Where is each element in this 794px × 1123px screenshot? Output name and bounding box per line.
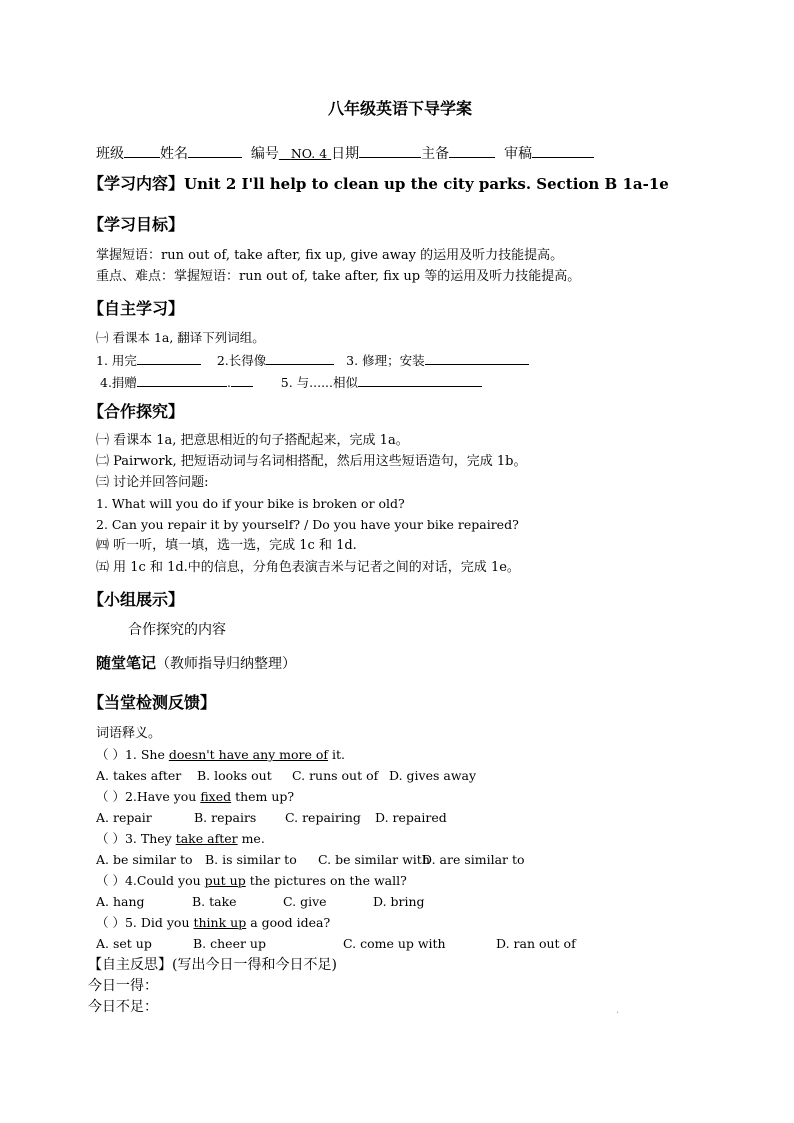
cooperation-heading: 【合作探究】: [88, 402, 185, 421]
cooperation-step-4: ㈣ 听一听，填一填，选一选，完成 1c 和 1d.: [96, 538, 357, 553]
test-question-1: [96, 748, 345, 762]
content-section: [88, 175, 669, 193]
item-5-blank[interactable]: [358, 374, 482, 387]
q4-option-b: B. take: [192, 894, 237, 909]
corner-mark: .: [616, 1005, 620, 1016]
q3-option-d: D. are similar to: [422, 852, 525, 867]
notes-text: （教师指导归纳整理）: [156, 656, 297, 672]
q3-option-b: B. is similar to: [205, 852, 297, 867]
item-4-blank-tail: [231, 374, 253, 387]
class-blank[interactable]: [124, 145, 160, 158]
cooperation-step-1: ㈠ 看课本 1a, 把意思相近的句子搭配起来，完成 1a。: [96, 433, 409, 448]
q5-option-d: D. ran out of: [496, 936, 576, 951]
goals-line-1: 掌握短语：run out of, take after, fix up, give away 的运用及听力技能提高。: [96, 248, 564, 263]
q5-phrase: think up: [193, 915, 247, 930]
q1-option-d: D. gives away: [389, 768, 477, 783]
q4-number: （ ）4.Could you: [96, 873, 205, 888]
self-study-intro: ㈠ 看课本 1a, 翻译下列词组。: [96, 330, 265, 345]
item-4-dot: .: [226, 375, 231, 390]
q4-option-c: C. give: [283, 894, 327, 909]
page-title: 八年级英语下导学案: [327, 99, 472, 118]
q4-option-d: D. bring: [373, 894, 425, 909]
cooperation-step-5: ㈤ 用 1c 和 1d.中的信息，分角色表演吉米与记者之间的对话，完成 1e。: [96, 560, 520, 575]
q4-phrase: put up: [204, 873, 246, 888]
date-blank[interactable]: [359, 145, 421, 158]
goals-line-2: 重点、难点：掌握短语：run out of, take after, fix up 等的运用及听力技能提高。: [96, 269, 581, 284]
q4-option-a: A. hang: [96, 894, 145, 909]
date-label: 日期: [331, 146, 360, 162]
q3-number: （ ）3. They: [96, 831, 176, 846]
q1-phrase: doesn't have any more of: [168, 747, 329, 762]
q2-option-d: D. repaired: [375, 810, 447, 825]
test-question-3: [96, 832, 265, 846]
name-label: 姓名: [160, 146, 188, 162]
test-question-4: [96, 874, 407, 888]
review-label: 审稿: [504, 146, 533, 162]
q3-option-c: C. be similar with: [318, 852, 430, 867]
group-show-text: 合作探究的内容: [128, 622, 226, 638]
q1-option-a: A. takes after: [96, 768, 182, 783]
q1-rest: it.: [328, 747, 346, 762]
test-heading: 【当堂检测反馈】: [88, 693, 217, 712]
self-study-heading: 【自主学习】: [88, 299, 185, 318]
test-intro: 词语释义。: [96, 726, 162, 741]
notes-label: 随堂笔记: [96, 654, 157, 672]
number-label: 编号: [250, 146, 279, 162]
content-text: Unit 2 I'll help to clean up the city parks. Section B 1a-1e: [184, 175, 669, 193]
q2-option-a: A. repair: [96, 810, 152, 825]
item-4-blank[interactable]: [137, 374, 227, 387]
item-2-blank[interactable]: [266, 352, 334, 365]
number-value: NO. 4: [290, 146, 328, 161]
q1-option-b: B. looks out: [197, 768, 272, 783]
cooperation-step-2: ㈡ Pairwork, 把短语动词与名词相搭配，然后用这些短语造句，完成 1b。: [96, 454, 527, 469]
q3-option-a: A. be similar to: [96, 852, 193, 867]
lead-label: 主备: [421, 146, 450, 162]
q5-option-b: B. cheer up: [193, 936, 266, 951]
q2-phrase: fixed: [200, 789, 232, 804]
q3-rest: me.: [237, 831, 265, 846]
review-blank[interactable]: [532, 145, 594, 158]
q4-rest: the pictures on the wall?: [245, 873, 407, 888]
test-question-5: [96, 916, 330, 930]
item-2-label: 2.长得像: [216, 353, 267, 368]
lead-blank[interactable]: [449, 145, 495, 158]
reflection-line: [88, 957, 337, 973]
test-question-2: [96, 790, 294, 804]
q5-option-c: C. come up with: [343, 936, 446, 951]
question-2: 2. Can you repair it by yourself? / Do you have your bike repaired?: [96, 517, 519, 532]
cooperation-step-3: ㈢ 讨论并回答问题:: [96, 475, 209, 490]
goals-heading: 【学习目标】: [88, 215, 185, 234]
reflection-gain: 今日一得：: [88, 978, 158, 994]
name-blank[interactable]: [188, 145, 242, 158]
reflection-shortfall: 今日不足：: [88, 999, 158, 1015]
item-3-label: 3. 修理；安装: [346, 353, 425, 368]
q2-rest: them up?: [231, 789, 295, 804]
q2-option-b: B. repairs: [194, 810, 257, 825]
q2-option-c: C. repairing: [285, 810, 361, 825]
item-4-label: 4.捐赠: [100, 375, 137, 390]
reflection-label: 【自主反思】: [88, 957, 172, 973]
group-show-heading: 【小组展示】: [88, 590, 185, 609]
q2-number: （ ）2.Have you: [96, 789, 201, 804]
q1-option-c: C. runs out of: [292, 768, 379, 783]
self-study-row-1: [96, 352, 529, 368]
header-fields: [96, 145, 594, 162]
self-study-row-2: [100, 374, 482, 390]
q3-phrase: take after: [175, 831, 238, 846]
q1-number: （ ）1. She: [96, 747, 169, 762]
question-1: 1. What will you do if your bike is broken or old?: [96, 496, 405, 511]
item-1-blank[interactable]: [137, 352, 201, 365]
reflection-note: (写出今日一得和今日不足): [172, 957, 337, 973]
class-label: 班级: [96, 146, 124, 162]
content-label: 【学习内容】: [88, 174, 185, 193]
item-3-blank[interactable]: [425, 352, 529, 365]
q5-number: （ ）5. Did you: [96, 915, 194, 930]
q5-rest: a good idea?: [246, 915, 331, 930]
q5-option-a: A. set up: [96, 936, 152, 951]
item-5-label: 5. 与......相似: [280, 375, 358, 390]
item-1-label: 1. 用完: [96, 353, 137, 368]
notes-line: [96, 654, 296, 672]
